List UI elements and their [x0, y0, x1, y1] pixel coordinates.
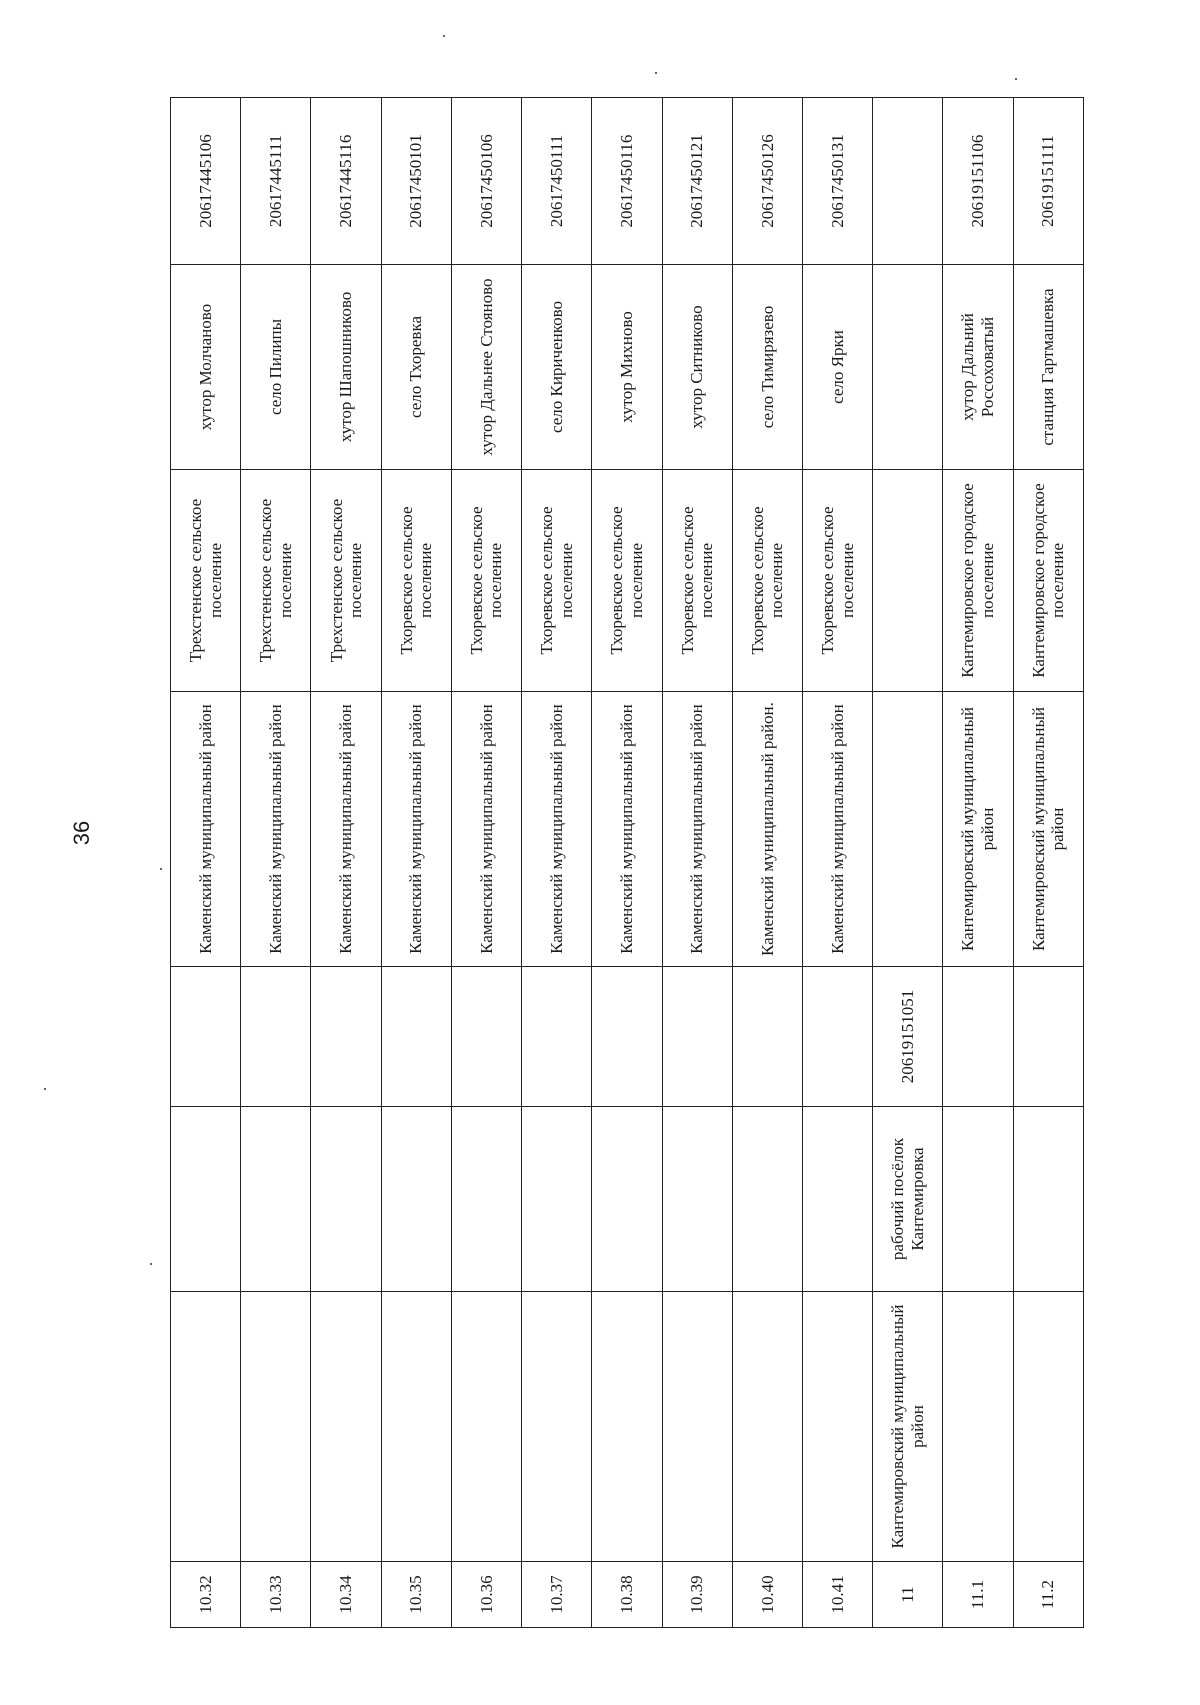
cell-number: 10.41: [802, 1562, 872, 1628]
cell-town-code: [522, 967, 592, 1107]
table-row: [381, 98, 451, 1628]
cell-settlement: Тхоревское сельское поселение: [802, 470, 872, 692]
cell-district: Каменский муниципальный район: [592, 692, 662, 967]
cell-number: 10.32: [171, 1562, 241, 1628]
table-row: [451, 98, 521, 1628]
table-row: [1013, 98, 1083, 1628]
scan-speck: [160, 868, 162, 870]
cell-town: [241, 1107, 311, 1292]
cell-district: Каменский муниципальный район: [381, 692, 451, 967]
cell-district-head: [1013, 1292, 1083, 1562]
cell-name: [873, 265, 943, 470]
cell-town-code: [943, 967, 1013, 1107]
cell-district: Каменский муниципальный район: [311, 692, 381, 967]
cell-town-code: 20619151051: [873, 967, 943, 1107]
cell-settlement: Тхоревское сельское поселение: [662, 470, 732, 692]
cell-name: станция Гартмашевка: [1013, 265, 1083, 470]
cell-district-head: [451, 1292, 521, 1562]
cell-town-code: [241, 967, 311, 1107]
cell-settlement: Тхоревское сельское поселение: [732, 470, 802, 692]
scan-speck: [443, 35, 445, 37]
cell-settlement: Тхоревское сельское поселение: [451, 470, 521, 692]
cell-name: село Тхоревка: [381, 265, 451, 470]
table-region: [170, 98, 1083, 1628]
cell-code: 20617450116: [592, 98, 662, 265]
table-row: [311, 98, 381, 1628]
cell-code: 20617445106: [171, 98, 241, 265]
cell-code: 20617450131: [802, 98, 872, 265]
cell-settlement: Трехстенское сельское поселение: [171, 470, 241, 692]
cell-settlement: Тхоревское сельское поселение: [381, 470, 451, 692]
cell-town: [522, 1107, 592, 1292]
cell-district: [873, 692, 943, 967]
table-row: [171, 98, 241, 1628]
table-body: [171, 98, 1084, 1628]
cell-code: 20617450106: [451, 98, 521, 265]
cell-town: [662, 1107, 732, 1292]
cell-town: [381, 1107, 451, 1292]
cell-town-code: [732, 967, 802, 1107]
cell-number: 11: [873, 1562, 943, 1628]
table-row: [662, 98, 732, 1628]
cell-district: Кантемировский муниципальный район: [943, 692, 1013, 967]
cell-town: [171, 1107, 241, 1292]
cell-town-code: [802, 967, 872, 1107]
cell-town: [592, 1107, 662, 1292]
cell-town: [451, 1107, 521, 1292]
cell-settlement: Тхоревское сельское поселение: [522, 470, 592, 692]
cell-code: 20619151106: [943, 98, 1013, 265]
cell-code: [873, 98, 943, 265]
cell-settlement: Кантемировское городское поселение: [943, 470, 1013, 692]
cell-town-code: [171, 967, 241, 1107]
cell-number: 10.35: [381, 1562, 451, 1628]
cell-name: село Тимирязево: [732, 265, 802, 470]
scan-speck: [150, 1263, 152, 1265]
cell-district: Каменский муниципальный район: [241, 692, 311, 967]
cell-name: хутор Шапошниково: [311, 265, 381, 470]
table-row: [732, 98, 802, 1628]
cell-town: рабочий посёлок Кантемировка: [873, 1107, 943, 1292]
table-row: [241, 98, 311, 1628]
cell-code: 20617445111: [241, 98, 311, 265]
table-row: [522, 98, 592, 1628]
cell-name: хутор Дальнее Стояново: [451, 265, 521, 470]
cell-settlement: Трехстенское сельское поселение: [311, 470, 381, 692]
cell-town: [732, 1107, 802, 1292]
cell-settlement: Тхоревское сельское поселение: [592, 470, 662, 692]
cell-town: [1013, 1107, 1083, 1292]
cell-district-head: [241, 1292, 311, 1562]
cell-district: Каменский муниципальный район.: [732, 692, 802, 967]
cell-number: 10.37: [522, 1562, 592, 1628]
cell-district-head: [732, 1292, 802, 1562]
cell-number: 10.34: [311, 1562, 381, 1628]
cell-number: 10.40: [732, 1562, 802, 1628]
cell-town-code: [662, 967, 732, 1107]
cell-name: хутор Михново: [592, 265, 662, 470]
cell-district: Каменский муниципальный район: [802, 692, 872, 967]
cell-district: Каменский муниципальный район: [451, 692, 521, 967]
scan-speck: [1015, 78, 1017, 80]
table-row: [802, 98, 872, 1628]
cell-town-code: [592, 967, 662, 1107]
cell-district-head: [592, 1292, 662, 1562]
cell-settlement: Кантемировское городское поселение: [1013, 470, 1083, 692]
cell-district-head: [171, 1292, 241, 1562]
cell-code: 20617450121: [662, 98, 732, 265]
table-row: [873, 98, 943, 1628]
cell-district-head: [311, 1292, 381, 1562]
cell-name: село Ярки: [802, 265, 872, 470]
cell-town-code: [1013, 967, 1083, 1107]
settlements-table: [170, 97, 1084, 1628]
cell-town: [802, 1107, 872, 1292]
cell-district: Каменский муниципальный район: [522, 692, 592, 967]
table-row: [943, 98, 1013, 1628]
cell-town-code: [311, 967, 381, 1107]
cell-district: Кантемировский муниципальный район: [1013, 692, 1083, 967]
cell-town-code: [381, 967, 451, 1107]
table-row: [592, 98, 662, 1628]
scan-speck: [44, 1088, 46, 1090]
cell-code: 20617450111: [522, 98, 592, 265]
cell-number: 10.39: [662, 1562, 732, 1628]
cell-number: 10.33: [241, 1562, 311, 1628]
cell-district-head: [662, 1292, 732, 1562]
cell-code: 20617450101: [381, 98, 451, 265]
cell-district-head: [381, 1292, 451, 1562]
cell-name: село Кириченково: [522, 265, 592, 470]
cell-name: хутор Молчаново: [171, 265, 241, 470]
cell-town: [943, 1107, 1013, 1292]
cell-district: Каменский муниципальный район: [171, 692, 241, 967]
cell-district-head: Кантемировский муниципальный район: [873, 1292, 943, 1562]
cell-number: 10.38: [592, 1562, 662, 1628]
cell-code: 20619151111: [1013, 98, 1083, 265]
cell-number: 10.36: [451, 1562, 521, 1628]
cell-number: 11.1: [943, 1562, 1013, 1628]
cell-code: 20617445116: [311, 98, 381, 265]
scan-speck: [655, 72, 657, 74]
cell-district: Каменский муниципальный район: [662, 692, 732, 967]
cell-settlement: Трехстенское сельское поселение: [241, 470, 311, 692]
cell-district-head: [943, 1292, 1013, 1562]
cell-name: село Пилипы: [241, 265, 311, 470]
cell-name: хутор Дальний Россоховатый: [943, 265, 1013, 470]
cell-code: 20617450126: [732, 98, 802, 265]
page-number: 36: [69, 820, 94, 846]
cell-town: [311, 1107, 381, 1292]
cell-number: 11.2: [1013, 1562, 1083, 1628]
cell-town-code: [451, 967, 521, 1107]
cell-district-head: [802, 1292, 872, 1562]
cell-name: хутор Ситниково: [662, 265, 732, 470]
cell-settlement: [873, 470, 943, 692]
cell-district-head: [522, 1292, 592, 1562]
